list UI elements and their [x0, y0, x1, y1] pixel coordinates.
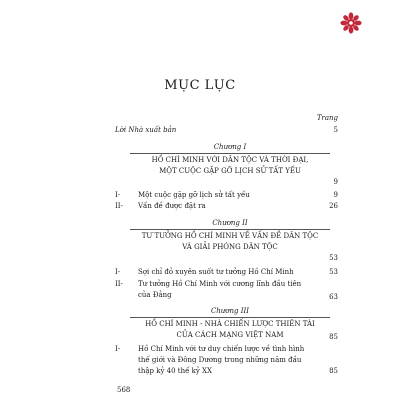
divider — [130, 229, 330, 230]
section-number: I- — [115, 345, 121, 353]
section-page: 53 — [329, 268, 338, 276]
chapter-page: 9 — [333, 178, 338, 186]
chapter-title-line: HỒ CHÍ MINH VỚI DÂN TỘC VÀ THỜI ĐẠI, — [151, 156, 309, 164]
section-title: Tư tưởng Hồ Chí Minh với cương lĩnh đầu tiên — [138, 280, 302, 288]
section-title: Vấn đề được đặt ra — [138, 202, 206, 210]
flower-logo-icon — [340, 12, 362, 34]
chapter-label: Chương III — [210, 307, 250, 315]
section-page: 26 — [329, 202, 338, 210]
section-page: 9 — [333, 191, 338, 199]
section-title: Sợi chỉ đỏ xuyên suốt tư tưởng Hồ Chí Minh — [138, 268, 294, 276]
section-page: 85 — [329, 367, 338, 375]
section-title: thế giới và Đông Dương trong những năm đầu — [138, 356, 302, 364]
page-column-header: Trang — [316, 114, 338, 122]
section-page: 63 — [329, 293, 338, 301]
section-number: I- — [115, 268, 121, 276]
section-title: của Đảng — [138, 291, 172, 299]
chapter-page: 53 — [329, 254, 338, 262]
chapter-title-line: CỦA CÁCH MẠNG VIỆT NAM — [176, 331, 284, 339]
chapter-title-line: MỘT CUỘC GẶP GỠ LỊCH SỬ TẤT YẾU — [159, 167, 301, 175]
chapter-title-line: VÀ GIẢI PHÓNG DÂN TỘC — [182, 243, 278, 251]
section-number: II- — [115, 280, 123, 288]
chapter-title-line: TƯ TƯỞNG HỒ CHÍ MINH VỀ VẤN ĐỀ DÂN TỘC — [141, 232, 319, 240]
section-title: thập kỷ 40 thế kỷ XX — [138, 367, 212, 375]
section-number: I- — [115, 191, 121, 199]
section-number: II- — [115, 202, 123, 210]
divider — [130, 317, 330, 318]
page-title: MỤC LỤC — [164, 78, 236, 93]
divider — [130, 153, 330, 154]
section-title: Hồ Chí Minh với tư duy chiến lược về tình hình — [138, 345, 305, 353]
chapter-page: 85 — [329, 333, 338, 341]
page-number: 568 — [117, 386, 131, 394]
preface-entry: Lời Nhà xuất bản — [115, 126, 177, 134]
chapter-label: Chương II — [212, 219, 248, 227]
chapter-label: Chương I — [213, 143, 247, 151]
preface-page: 5 — [333, 126, 338, 134]
chapter-title-line: HỒ CHÍ MINH - NHÀ CHIẾN LƯỢC THIÊN TÀI — [145, 320, 315, 328]
section-title: Một cuộc gặp gỡ lịch sử tất yếu — [138, 191, 250, 199]
